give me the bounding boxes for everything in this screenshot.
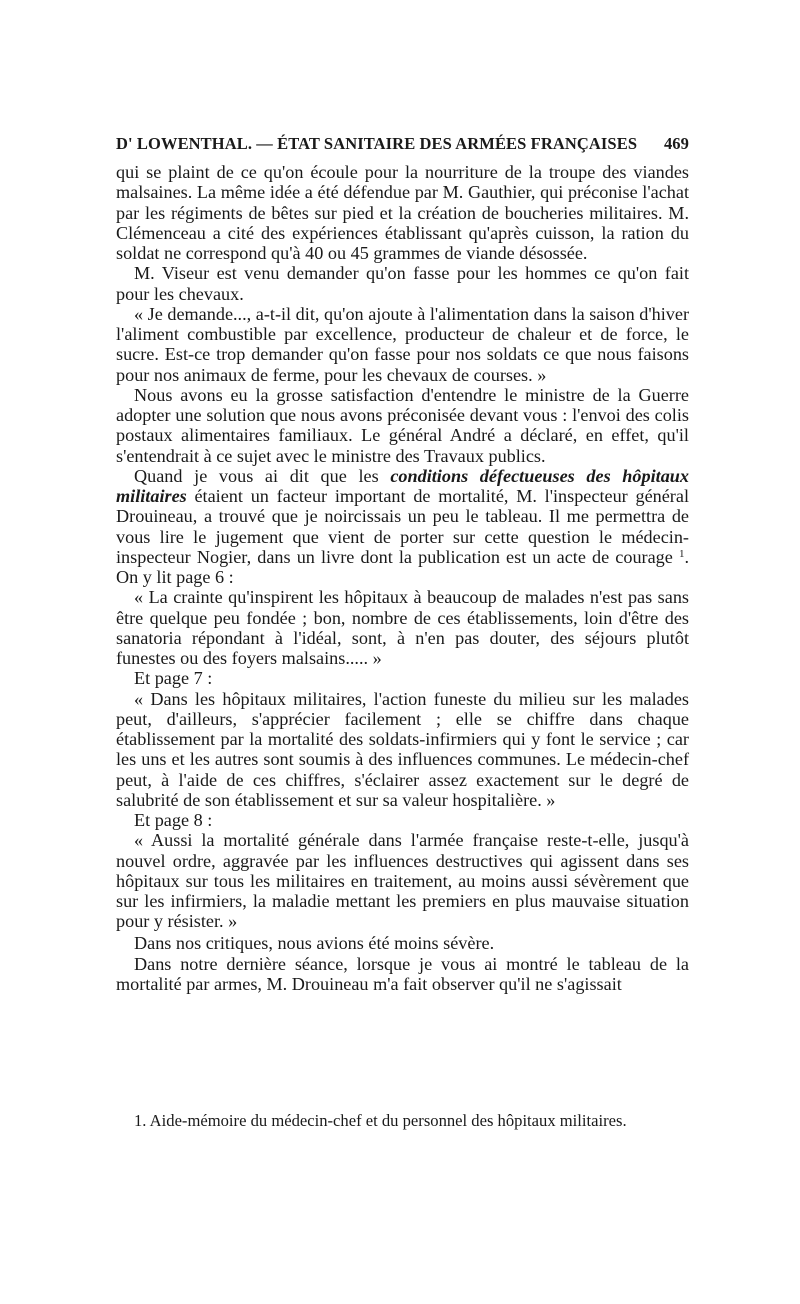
footnote: 1. Aide-mémoire du médecin-chef et du personnel des hôpitaux militaires. — [134, 1111, 627, 1130]
quote-paragraph: « Aussi la mortalité générale dans l'armée française reste-t-elle, jusqu'à nouvel ordre, aggravée par les influences destructives qui agissent dans ses hôpitaux sur tous les militaires en traitement, au moins aussi sévèrement que sur les infirmiers, la maladie mettant les premiers en plus mauvaise situation pour y résister. » — [116, 830, 689, 932]
text-run: Quand je vous ai dit que les — [134, 465, 379, 486]
text-run: . On y lit page 6 : — [116, 546, 689, 587]
italic-phrase: conditions défectueuses des hôpitaux militaires — [116, 465, 690, 506]
paragraph: Nous avons eu la grosse satisfaction d'entendre le ministre de la Guerre adopter une solution que nous avons préconisée devant vous : l'envoi des colis postaux alimentaires familiaux. Le général André a déclaré, en effet, qu'il s'entendrait à ce sujet avec le ministre des Travaux publics. — [116, 384, 689, 466]
quote-paragraph: « Je demande..., a-t-il dit, qu'on ajoute à l'alimentation dans la saison d'hiver l'aliment combustible par excellence, producteur de chaleur et de force, le sucre. Est-ce trop demander qu'on fasse pour nos soldats ce que nous faisons pour nos animaux de ferme, pour les chevaux de courses. » — [116, 303, 689, 385]
paragraph: Et page 8 : — [134, 810, 213, 830]
running-title: D' LOWENTHAL. — ÉTAT SANITAIRE DES ARMÉES FRANÇAISES — [116, 134, 638, 153]
running-head — [116, 134, 689, 156]
quote-paragraph: « Dans les hôpitaux militaires, l'action funeste du milieu sur les malades peut, d'ailleurs, s'apprécier facilement ; elle se chiffre dans chaque établissement par la mortalité des soldats-infirmiers qui y font le service ; car les uns et les autres sont soumis à des influences communes. Le médecin-chef peut, à l'aide de ces chiffres, s'éclairer assez exactement sur le degré de salubrité de son établissement et sur sa valeur hospitalière. » — [116, 688, 689, 810]
body-text — [116, 162, 689, 994]
text-run: étaient un facteur important de mortalité, M. l'inspecteur général Drouineau, a trouvé que je noircissais un peu le tableau. Il me permettra de vous lire le jugement que vient de porter sur cette question le médecin-inspecteur Nogier, dans un livre dont la publication est un acte de courage — [116, 486, 689, 567]
paragraph: M. Viseur est venu demander qu'on fasse pour les hommes ce qu'on fait pour les chevaux. — [116, 263, 689, 304]
paragraph: Dans nos critiques, nous avions été moins sévère. — [134, 932, 495, 953]
footnote-reference: 1 — [678, 547, 685, 560]
quote-paragraph: « La crainte qu'inspirent les hôpitaux à beaucoup de malades n'est pas sans être quelque peu fondée ; bon, nombre de ces établissements, loin d'être des sanatoria répondant à l'idéal, sont, à n'en pas douter, des séjours plutôt funestes ou des foyers malsains..... » — [116, 587, 689, 668]
paragraph — [116, 466, 689, 588]
paragraph: Dans notre dernière séance, lorsque je vous ai montré le tableau de la mortalité par armes, M. Drouineau m'a fait observer qu'il ne s'agissait — [116, 953, 689, 994]
page-content — [116, 134, 689, 994]
paragraph: Et page 7 : — [134, 668, 213, 689]
page-number: 469 — [663, 134, 689, 153]
paragraph: qui se plaint de ce qu'on écoule pour la nourriture de la troupe des viandes malsaines. La même idée a été défendue par M. Gauthier, qui préconise l'achat par les régiments de bêtes sur pied et la création de boucheries militaires. M. Clémenceau a cité des expériences établissant qu'après cuisson, la ration du soldat ne correspond qu'à 40 ou 45 grammes de viande désossée. — [116, 162, 689, 263]
